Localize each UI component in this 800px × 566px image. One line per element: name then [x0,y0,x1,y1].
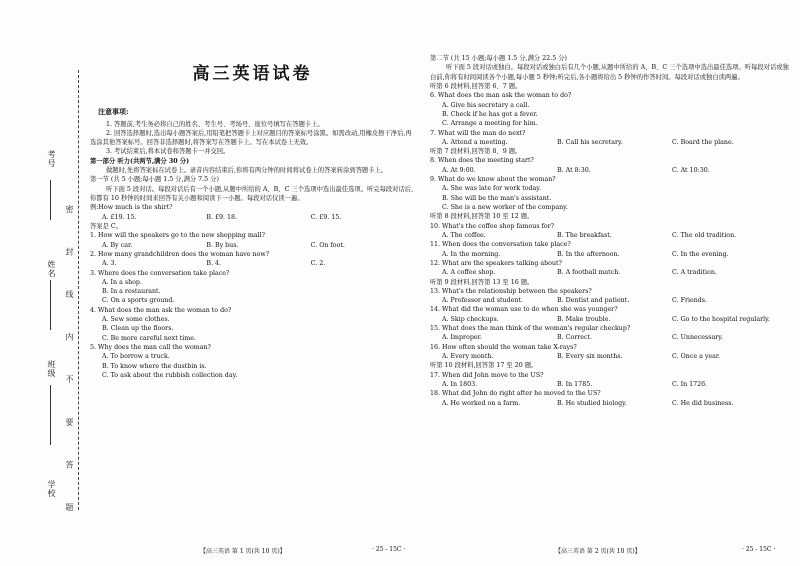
section1-description: 听下面 5 段对话。每段对话后有一个小题,从题中所给的 A、B、C 三个选项中选出最佳选项。听完每段对话后,你都有 10 秒钟的时间来回答有关小题和阅读下一小题。每段对话仅读一遍。 [90,185,414,203]
question-stem: 8. When does the meeting start? [430,157,534,165]
answer-option: C. Once a year. [672,353,721,360]
example-option: C. £9. 15. [310,213,342,221]
answer-option: C. In 1726. [672,380,708,388]
question-stem: 2. How many grandchildren does the woman have now? [90,250,270,258]
section1-heading: 第一节 (共 5 小题;每小题 1.5 分,满分 7.5 分) [90,176,219,184]
option-row [442,352,792,361]
answer-option: A. By car. [102,241,133,249]
right-question-list [430,82,792,408]
answer-option: A. In a shop. [102,278,142,286]
answer-option: B. In 1785. [557,380,593,388]
answer-option: A. A coffee shop. [442,269,496,277]
example-option: B. £9. 18. [206,213,237,221]
option-row [442,399,792,408]
answer-option: C. The old tradition. [672,231,737,239]
question-stem: 5. Why does the man call the woman? [90,344,211,352]
answer-option: C. Friends. [672,297,708,305]
answer-option: B. Check if he has got a fever. [442,110,538,118]
answer-option: B. The breakfast. [557,231,612,239]
answer-option: B. Every six months. [557,353,623,360]
answer-option: B. A football match. [557,269,621,277]
answer-option: A. He worked on a farm. [442,399,521,407]
seal-line-text: 密 封 线 内 不 要 答 题 [65,205,74,527]
answer-option: B. By bus. [206,241,239,249]
right-column [430,0,792,408]
example-options [102,213,415,222]
fill-line [50,180,51,220]
label-exam-number: 考号 [47,150,56,168]
left-question-list [90,231,415,380]
option-row [442,333,792,342]
answer-option: B. He studied biology. [557,399,627,407]
example-answer: 答案是 C。 [90,222,123,230]
answer-option: B. 4. [206,260,221,268]
question-stem: 14. What did the woman use to do when she was younger? [430,306,618,314]
answer-option: B. Make trouble. [557,315,611,323]
question-stem: 4. What does the man ask the woman to do? [90,306,232,314]
answer-option: C. Be more careful next time. [102,334,196,342]
answer-option: A. 3. [102,260,117,268]
question-stem: 13. What's the relationship between the speakers? [430,287,592,295]
material-heading: 听第 10 段材料,回答第 17 至 20 题。 [430,362,538,370]
section2-description: 听下面 5 段对话或独白。每段对话或独白后有几个小题,从题中所给的 A、B、C 三个选项中选出最佳选项。听每段对话或独白前,你将有时间阅读各个小题,每小题 5 秒钟;听完后,各小题将给出 5 秒钟的作答时间。每段对话或独白读两遍。 [430,64,789,81]
answer-option: B. Dentist and patient. [557,297,630,305]
left-footer: 【高三英语 第 1 页(共 10 页)】 [200,548,286,555]
answer-option: A. She was late for work today. [442,185,542,193]
answer-option: A. Every month. [442,353,494,360]
notice-item: 2. 回答选择题时,选出每小题答案后,用铅笔把答题卡上对应题目的答案标号涂黑。如需改动,用橡皮擦干净后,再选涂其他答案标号。回答非选择题时,将答案写在答题卡上。写在本试卷上无效。 [90,129,412,147]
option-row [442,315,792,324]
question-stem: 12. What are the speakers talking about? [430,259,562,267]
material-heading: 听第 7 段材料,回答第 8、9 题。 [430,148,522,156]
question-stem: 9. What do we know about the woman? [430,176,556,184]
answer-option: C. On a sports ground. [102,297,175,305]
question-stem: 11. When does the conversation take place? [430,241,571,249]
option-row [442,296,792,305]
option-row [442,231,792,240]
answer-option: A. Skip checkups. [442,315,499,323]
material-heading: 听第 6 段材料,回答第 6、7 题。 [430,82,522,90]
option-row [442,250,792,259]
answer-option: B. Correct. [557,334,593,342]
part1-heading: 第一部分 听力(共两节,满分 30 分) [90,157,190,165]
answer-option: A. Sew some clothes. [102,316,170,324]
material-heading: 听第 9 段材料,回答第 13 至 16 题。 [430,278,534,286]
answer-option: C. Arrange a meeting for him. [442,120,538,128]
answer-option: C. To ask about the rubbish collection day. [102,371,238,379]
answer-option: C. Go to the hospital regularly. [672,315,770,323]
answer-option: C. She is a new worker of the company. [442,204,568,211]
fill-line [50,280,51,330]
answer-option: B. Clean up the floors. [102,325,174,333]
answer-option: C. A tradition. [672,269,717,277]
question-stem: 7. What will the man do next? [430,129,526,137]
question-stem: 1. How will the speakers go to the new shopping mall? [90,232,265,240]
question-stem: 6. What does the man ask the woman to do? [430,92,572,100]
fill-line [50,385,51,445]
question-stem: 3. Where does the conversation take place? [90,269,230,277]
notice-heading: 注意事项: [98,107,129,117]
example-question: 例:How much is the shirt? [90,204,173,212]
answer-option: B. To know where the dustbin is. [102,362,207,370]
answer-option: B. She will be the man's assistant. [442,194,552,202]
page-title: 高三英语试卷 [192,64,313,84]
label-school: 学校 [47,480,56,498]
left-footer-code: · 25 - 15C · [372,546,406,553]
answer-option: C. He did business. [672,399,734,407]
question-stem: 10. What's the coffee shop famous for? [430,222,555,230]
option-row [442,268,792,277]
right-footer-code: · 25 - 15C · [742,546,776,553]
right-footer: 【高三英语 第 2 页(共 10 页)】 [555,548,641,555]
left-column [90,0,415,380]
question-stem: 15. What does the man think of the woman's regular checkup? [430,325,631,333]
seal-dashed-line [78,70,79,510]
binding-strip [0,0,82,566]
option-row [102,259,415,268]
question-stem: 17. When did John move to the US? [430,371,544,379]
answer-option: A. In 1803. [442,380,478,388]
answer-option: A. Professor and student. [442,297,523,305]
material-heading: 听第 8 段材料,回答第 10 至 12 题。 [430,213,534,221]
answer-option: B. In a restaurant. [102,288,161,296]
answer-option: A. In the morning. [442,250,501,258]
answer-option: A. The coffee. [442,231,486,239]
answer-option: A. At 9:00. [442,166,476,174]
answer-option: C. In the evening. [672,250,729,258]
question-stem: 16. How often should the woman take X-rays? [430,343,577,351]
notice-item: 3. 考试结束后,将本试卷和答题卡一并交回。 [106,148,230,156]
answer-option: C. Unnecessary. [672,334,723,342]
answer-option: C. 2. [310,260,326,268]
label-class: 班级 [47,360,56,378]
option-row [442,166,792,175]
answer-option: B. Call his secretary. [557,138,623,146]
part1-description: 做题时,先将答案标在试卷上。录音内容结束后,你将有两分钟的时间将试卷上的答案转涂到答题卡上。 [106,167,388,175]
section2-heading: 第二节 (共 15 小题;每小题 1.5 分,满分 22.5 分) [430,55,567,62]
answer-option: A. Improper. [442,334,482,342]
notice-item: 1. 答题前,考生务必将自己的姓名、考生号、考场号、座位号填写在答题卡上。 [106,120,324,128]
answer-option: C. On foot. [310,241,345,249]
option-row [442,380,792,389]
answer-option: C. Board the plane. [672,138,734,146]
answer-option: B. In the afternoon. [557,250,620,258]
answer-option: A. Attend a meeting. [442,138,508,146]
question-stem: 18. What did John do right after he moved to the US? [430,390,601,398]
answer-option: C. At 10:30. [672,166,710,174]
example-option: A. £19. 15. [102,213,137,221]
answer-option: A. Give his secretary a call. [442,101,530,109]
option-row [442,138,792,147]
answer-option: A. To borrow a truck. [102,353,170,361]
option-row [102,241,415,250]
label-name: 姓名 [47,260,56,278]
answer-option: B. At 8:30. [557,166,591,174]
